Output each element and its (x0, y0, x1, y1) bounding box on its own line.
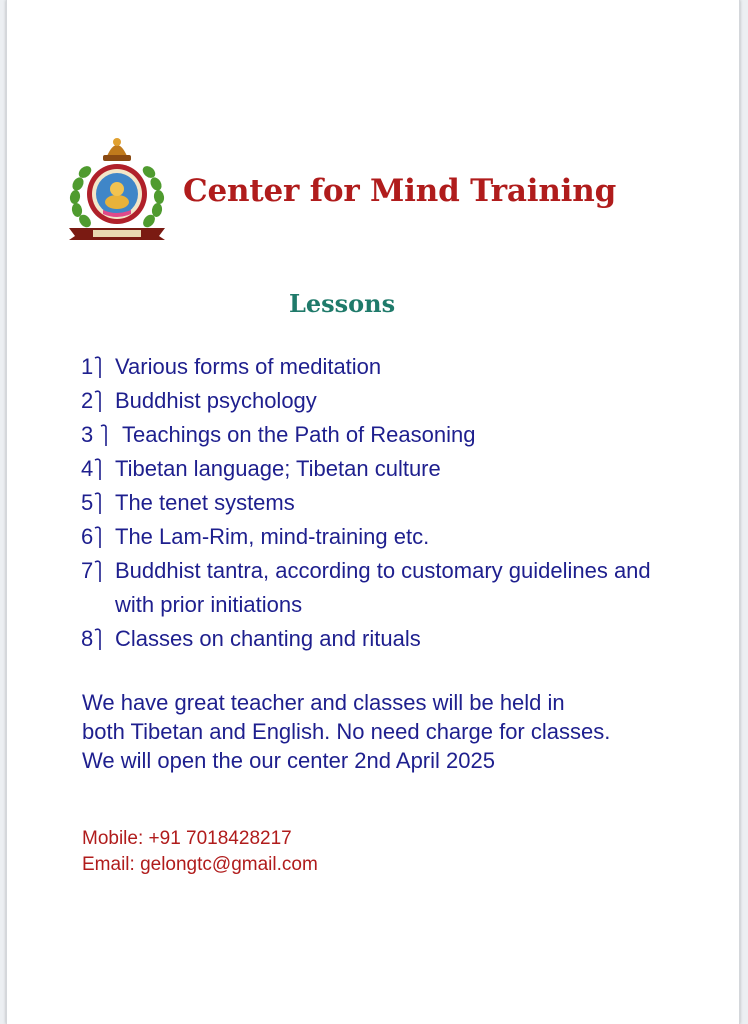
list-item-number: 2 (81, 388, 94, 413)
announcement-line: both Tibetan and English. No need charge for classes. (82, 719, 611, 744)
list-item-text: Various forms of meditation (115, 354, 382, 379)
list-item-number: 3 (81, 422, 94, 447)
lessons-heading: Lessons (289, 289, 396, 318)
list-item-number: 6 (81, 524, 94, 549)
shad-mark-icon (93, 388, 103, 414)
shad-mark-icon (93, 626, 103, 652)
list-item-number: 5 (81, 490, 94, 515)
list-item-text: Teachings on the Path of Reasoning (122, 422, 476, 447)
announcement-paragraph (82, 688, 702, 775)
list-item-text: Classes on chanting and rituals (115, 626, 421, 651)
list-item-text: The Lam-Rim, mind-training etc. (115, 524, 430, 549)
flyer-page (6, 0, 740, 1024)
list-item-number: 4 (81, 456, 94, 481)
contact-info (82, 826, 318, 878)
list-item-text: Buddhist psychology (115, 388, 317, 413)
shad-mark-icon (93, 524, 103, 550)
email-address: Email: gelongtc@gmail.com (82, 854, 318, 875)
center-logo-emblem (63, 132, 171, 242)
shad-mark-icon (93, 456, 103, 482)
shad-mark-icon (99, 422, 109, 448)
list-item-text: The tenet systems (115, 490, 295, 515)
list-item-number: 1 (81, 354, 94, 379)
list-item-text: Buddhist tantra, according to customary guidelines and with prior initiations (115, 558, 651, 617)
organization-title: Center for Mind Training (183, 173, 617, 209)
shad-mark-icon (93, 558, 103, 584)
mobile-number: Mobile: +91 7018428217 (82, 828, 292, 849)
shad-mark-icon (93, 490, 103, 516)
shad-mark-icon (93, 354, 103, 380)
announcement-line: We will open the our center 2nd April 2025 (82, 748, 495, 773)
list-item-number: 7 (81, 558, 94, 583)
announcement-line: We have great teacher and classes will be held in (82, 690, 565, 715)
list-item-number: 8 (81, 626, 94, 651)
list-item-text: Tibetan language; Tibetan culture (115, 456, 441, 481)
